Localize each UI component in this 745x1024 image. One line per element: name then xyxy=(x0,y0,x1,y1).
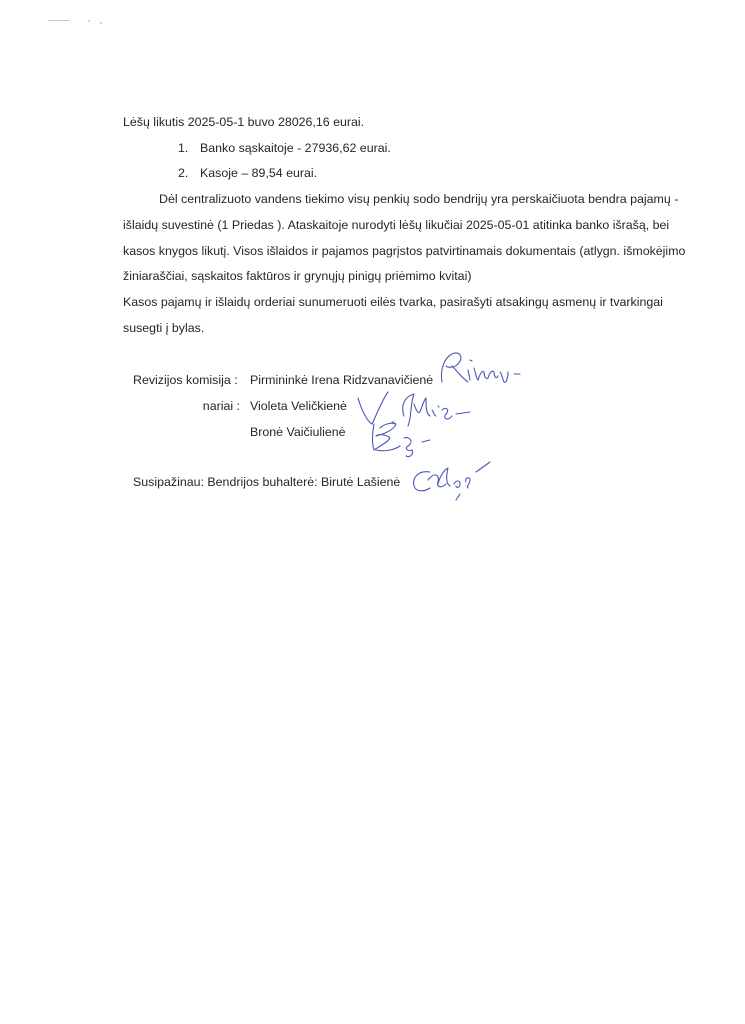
scan-speck xyxy=(88,20,90,22)
paragraph-line: Kasos pajamų ir išlaidų orderiai sunumeruoti eilės tvarka, pasirašyti atsakingų asmenų ir tvarkingai xyxy=(123,295,663,309)
balance-intro: Lėšų likutis 2025-05-1 buvo 28026,16 eurai. xyxy=(123,115,365,129)
commission-member-2: Bronė Vaičiulienė xyxy=(250,425,346,439)
signature-member-2-icon xyxy=(364,416,454,460)
commission-chair: Pirmininkė Irena Ridzvanavičienė xyxy=(250,373,434,387)
list-item-cash xyxy=(178,165,317,181)
list-item-text: Kasoje – 89,54 eurai. xyxy=(200,166,318,180)
list-number: 2. xyxy=(178,166,189,180)
scan-speck xyxy=(48,20,70,21)
paragraph-line: Dėl centralizuoto vandens tiekimo visų penkių sodo bendrijų yra perskaičiuota bendra pajamų - xyxy=(159,192,679,206)
list-item-bank xyxy=(178,140,391,156)
paragraph-line: susegti į bylas. xyxy=(123,321,205,335)
commission-member-1: Violeta Veličkienė xyxy=(250,399,347,413)
commission-label: Revizijos komisija : xyxy=(133,373,238,387)
paragraph-line: žiniaraščiai, sąskaitos faktūros ir grynųjų pinigų priėmimo kvitai) xyxy=(123,269,472,283)
accountant-acknowledgement: Susipažinau: Bendrijos buhalterė: Birutė Lašienė xyxy=(133,475,401,489)
list-number: 1. xyxy=(178,141,189,155)
paragraph-line: išlaidų suvestinė (1 Priedas ). Ataskaitoje nurodyti lėšų likučiai 2025-05-01 atitinka banko išrašą, bei xyxy=(123,218,670,232)
signature-accountant-icon xyxy=(408,458,500,508)
paragraph-line: kasos knygos likutį. Visos išlaidos ir pajamos pagrįstos patvirtinamais dokumentais (atlygn. išmokėjimo xyxy=(123,244,686,258)
list-item-text: Banko sąskaitoje - 27936,62 eurai. xyxy=(200,141,391,155)
commission-members-label: nariai : xyxy=(202,399,240,413)
scan-speck xyxy=(100,22,102,24)
